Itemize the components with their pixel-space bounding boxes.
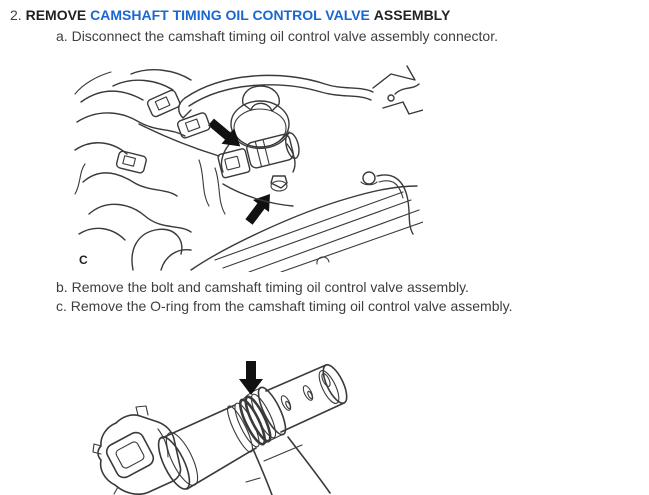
socket-opening-inner xyxy=(115,441,146,470)
substep-a-label: a. xyxy=(56,28,68,44)
harness-wire xyxy=(89,204,191,232)
camshaft-valve-link[interactable]: CAMSHAFT TIMING OIL CONTROL VALVE xyxy=(90,7,370,23)
valve-connector-detail xyxy=(225,156,240,170)
connector-slot xyxy=(185,119,199,132)
harness-wire xyxy=(161,250,191,270)
spool-top-edge xyxy=(266,365,326,391)
step-verb: REMOVE xyxy=(25,7,87,23)
harness-wire xyxy=(79,228,125,240)
substep-b-label: b. xyxy=(56,279,68,295)
valve-cover-rib xyxy=(281,222,423,272)
substep-c-text: Remove the O-ring from the camshaft timing oil control valve assembly. xyxy=(70,298,513,314)
connector-tab xyxy=(114,487,118,494)
bracket-edge xyxy=(288,437,330,493)
engine-edge xyxy=(373,66,415,88)
body-top-edge xyxy=(162,405,235,438)
socket-opening xyxy=(104,430,156,481)
breather-tube-elbow xyxy=(179,98,191,118)
stud xyxy=(363,172,375,184)
step-heading-tail: ASSEMBLY xyxy=(373,7,451,23)
port-slot xyxy=(320,372,332,387)
connector-socket xyxy=(104,430,156,481)
engine-line-art xyxy=(73,64,423,272)
figure-label: C xyxy=(79,253,88,267)
bolt-washer xyxy=(271,181,287,191)
bracket-tab xyxy=(246,478,260,482)
connector-slot xyxy=(155,97,170,110)
valve-rings xyxy=(255,140,269,167)
cover-boss xyxy=(317,257,329,264)
bolt-dot xyxy=(388,95,394,101)
connector-shell xyxy=(116,150,147,173)
harness-wire xyxy=(199,160,209,206)
substep-b xyxy=(56,279,469,295)
oil-cap-rim-inner xyxy=(234,109,286,147)
valve-connector xyxy=(217,148,250,178)
substep-c-label: c. xyxy=(56,298,67,314)
figure-valve-oring xyxy=(88,349,508,495)
step-number: 2. xyxy=(10,7,22,23)
engine-edge xyxy=(395,84,419,94)
valve-cover-rib xyxy=(249,210,419,272)
valve-end xyxy=(283,132,301,160)
harness-wire xyxy=(131,70,191,80)
bracket-edge xyxy=(253,449,272,495)
harness-wire xyxy=(83,173,177,196)
harness-wire xyxy=(77,113,185,136)
harness-wire xyxy=(113,80,173,90)
harness-wire xyxy=(215,168,225,214)
engine-edge xyxy=(75,72,111,94)
substep-b-text: Remove the bolt and camshaft timing oil control valve assembly. xyxy=(71,279,469,295)
bracket-fold xyxy=(264,445,302,461)
engine-edge xyxy=(75,164,85,194)
injector-connector xyxy=(146,89,181,118)
harness-loop xyxy=(132,229,182,270)
connector-tab xyxy=(93,444,101,454)
arrow-icon xyxy=(245,194,270,225)
oil-cap-grip xyxy=(243,86,280,111)
body-end-rim xyxy=(160,429,203,490)
groove-shoulder xyxy=(223,403,256,454)
step-heading xyxy=(10,7,450,23)
valve-line-art xyxy=(88,349,508,495)
substep-c xyxy=(56,298,512,314)
valve-cover-rib xyxy=(223,200,411,268)
substep-a-text: Disconnect the camshaft timing oil control valve assembly connector. xyxy=(71,28,498,44)
connector-tab xyxy=(136,406,148,415)
injector-connector xyxy=(116,150,147,173)
connector-shell xyxy=(146,89,181,118)
harness-wire xyxy=(81,91,143,102)
connector-slot xyxy=(123,156,136,166)
figure-engine-overview xyxy=(73,64,423,272)
engine-edge xyxy=(383,102,423,114)
substep-a xyxy=(56,28,498,44)
body-bottom-edge xyxy=(187,448,256,489)
